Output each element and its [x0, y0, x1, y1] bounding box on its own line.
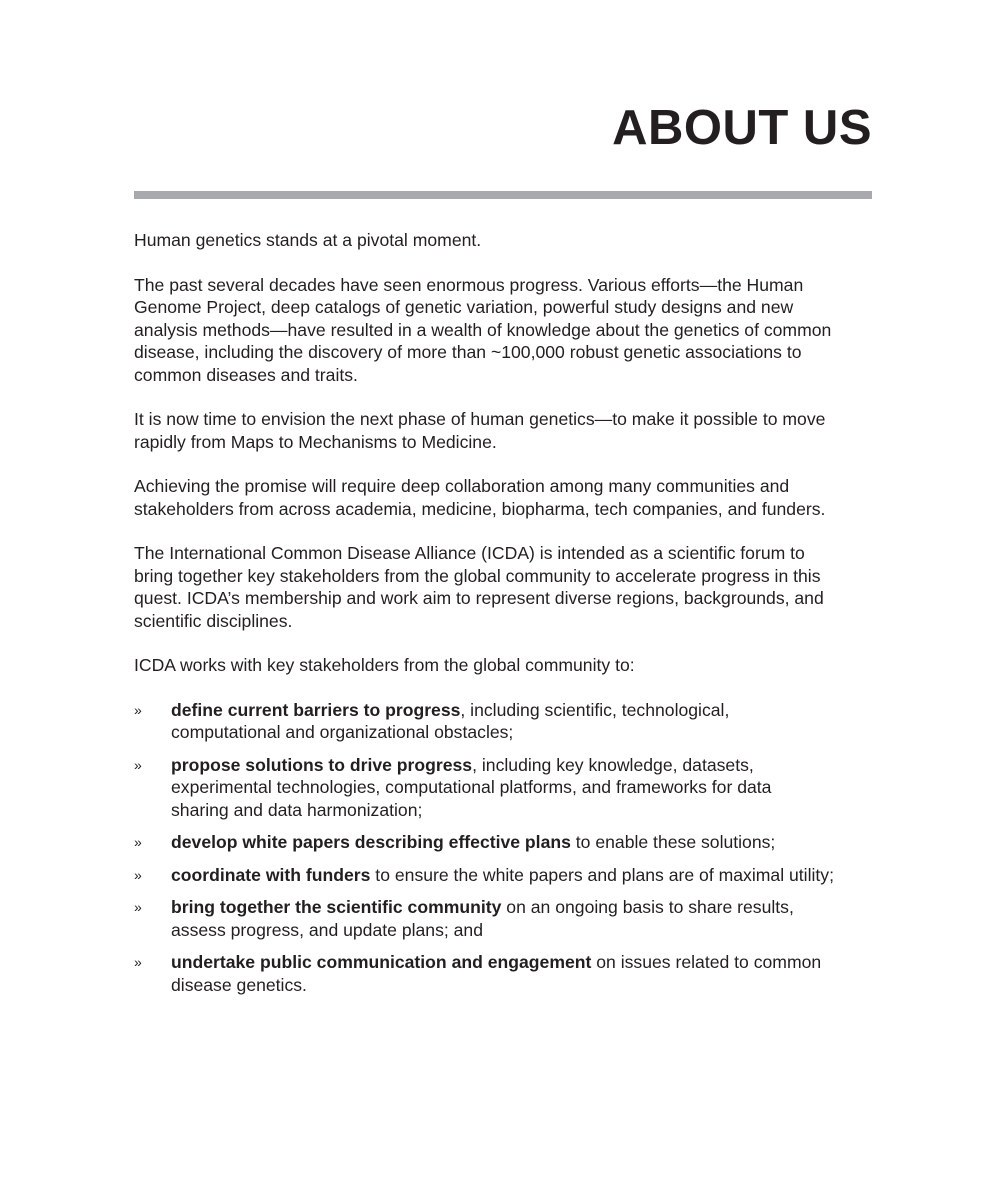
paragraph-list-intro: ICDA works with key stakeholders from the global community to:	[134, 655, 635, 675]
list-item-bold: propose solutions to drive progress	[171, 754, 473, 775]
list-item-text: , including key knowledge, datasets, experimental technologies, computational platforms, and frameworks for data sharing and data harmonization;	[171, 754, 772, 820]
list-item	[134, 699, 834, 744]
title-divider	[134, 191, 872, 199]
bullet-marker-icon: »	[134, 954, 142, 970]
list-item-bold: define current barriers to progress	[171, 699, 461, 720]
paragraph-collaboration: Achieving the promise will require deep collaboration among many communities and stakeholders from across academia, medicine, biopharma, tech companies, and funders.	[134, 476, 826, 519]
list-item-text: on issues related to common disease genetics.	[171, 952, 822, 995]
list-item	[134, 831, 834, 854]
list-item-bold: undertake public communication and engagement	[171, 952, 592, 972]
list-item-text: to enable these solutions;	[570, 832, 776, 852]
paragraph-next-phase: It is now time to envision the next phase of human genetics—to make it possible to move rapidly from Maps to Mechanisms to Medicine.	[134, 409, 826, 452]
list-item-text: on an ongoing basis to share results, assess progress, and update plans; and	[171, 897, 794, 940]
goals-list	[134, 699, 834, 997]
paragraph-progress: The past several decades have seen enormous progress. Various efforts—the Human Genome Project, deep catalogs of genetic variation, powerful study designs and new analysis methods—have resulted in a wealth of knowledge about the genetics of common disease, including the discovery of more than ~100,000 robust genetic associations to common diseases and traits.	[134, 274, 832, 385]
paragraph-icda: The International Common Disease Alliance (ICDA) is intended as a scientific forum to bring together key stakeholders from the global community to accelerate progress in this quest. ICDA’s membership and work aim to represent diverse regions, backgrounds, and scientific disciplines.	[134, 543, 824, 631]
list-item	[134, 951, 834, 996]
bullet-marker-icon: »	[134, 834, 142, 850]
bullet-marker-icon: »	[134, 701, 142, 718]
list-item-bold: coordinate with funders	[171, 864, 371, 885]
paragraph-intro: Human genetics stands at a pivotal moment.	[134, 230, 482, 250]
list-item-bold: bring together the scientific community	[171, 897, 502, 917]
body-content	[134, 229, 834, 1006]
bullet-marker-icon: »	[134, 866, 142, 883]
list-item	[134, 864, 834, 887]
list-item-bold: develop white papers describing effective plans	[171, 832, 571, 852]
bullet-marker-icon: »	[134, 899, 142, 915]
bullet-marker-icon: »	[134, 756, 142, 773]
list-item-text: to ensure the white papers and plans are of maximal utility;	[370, 864, 834, 885]
list-item	[134, 896, 834, 941]
page-title: ABOUT US	[612, 101, 872, 155]
list-item-text: , including scientific, technological, computational and organizational obstacles;	[171, 699, 730, 742]
list-item	[134, 754, 834, 822]
